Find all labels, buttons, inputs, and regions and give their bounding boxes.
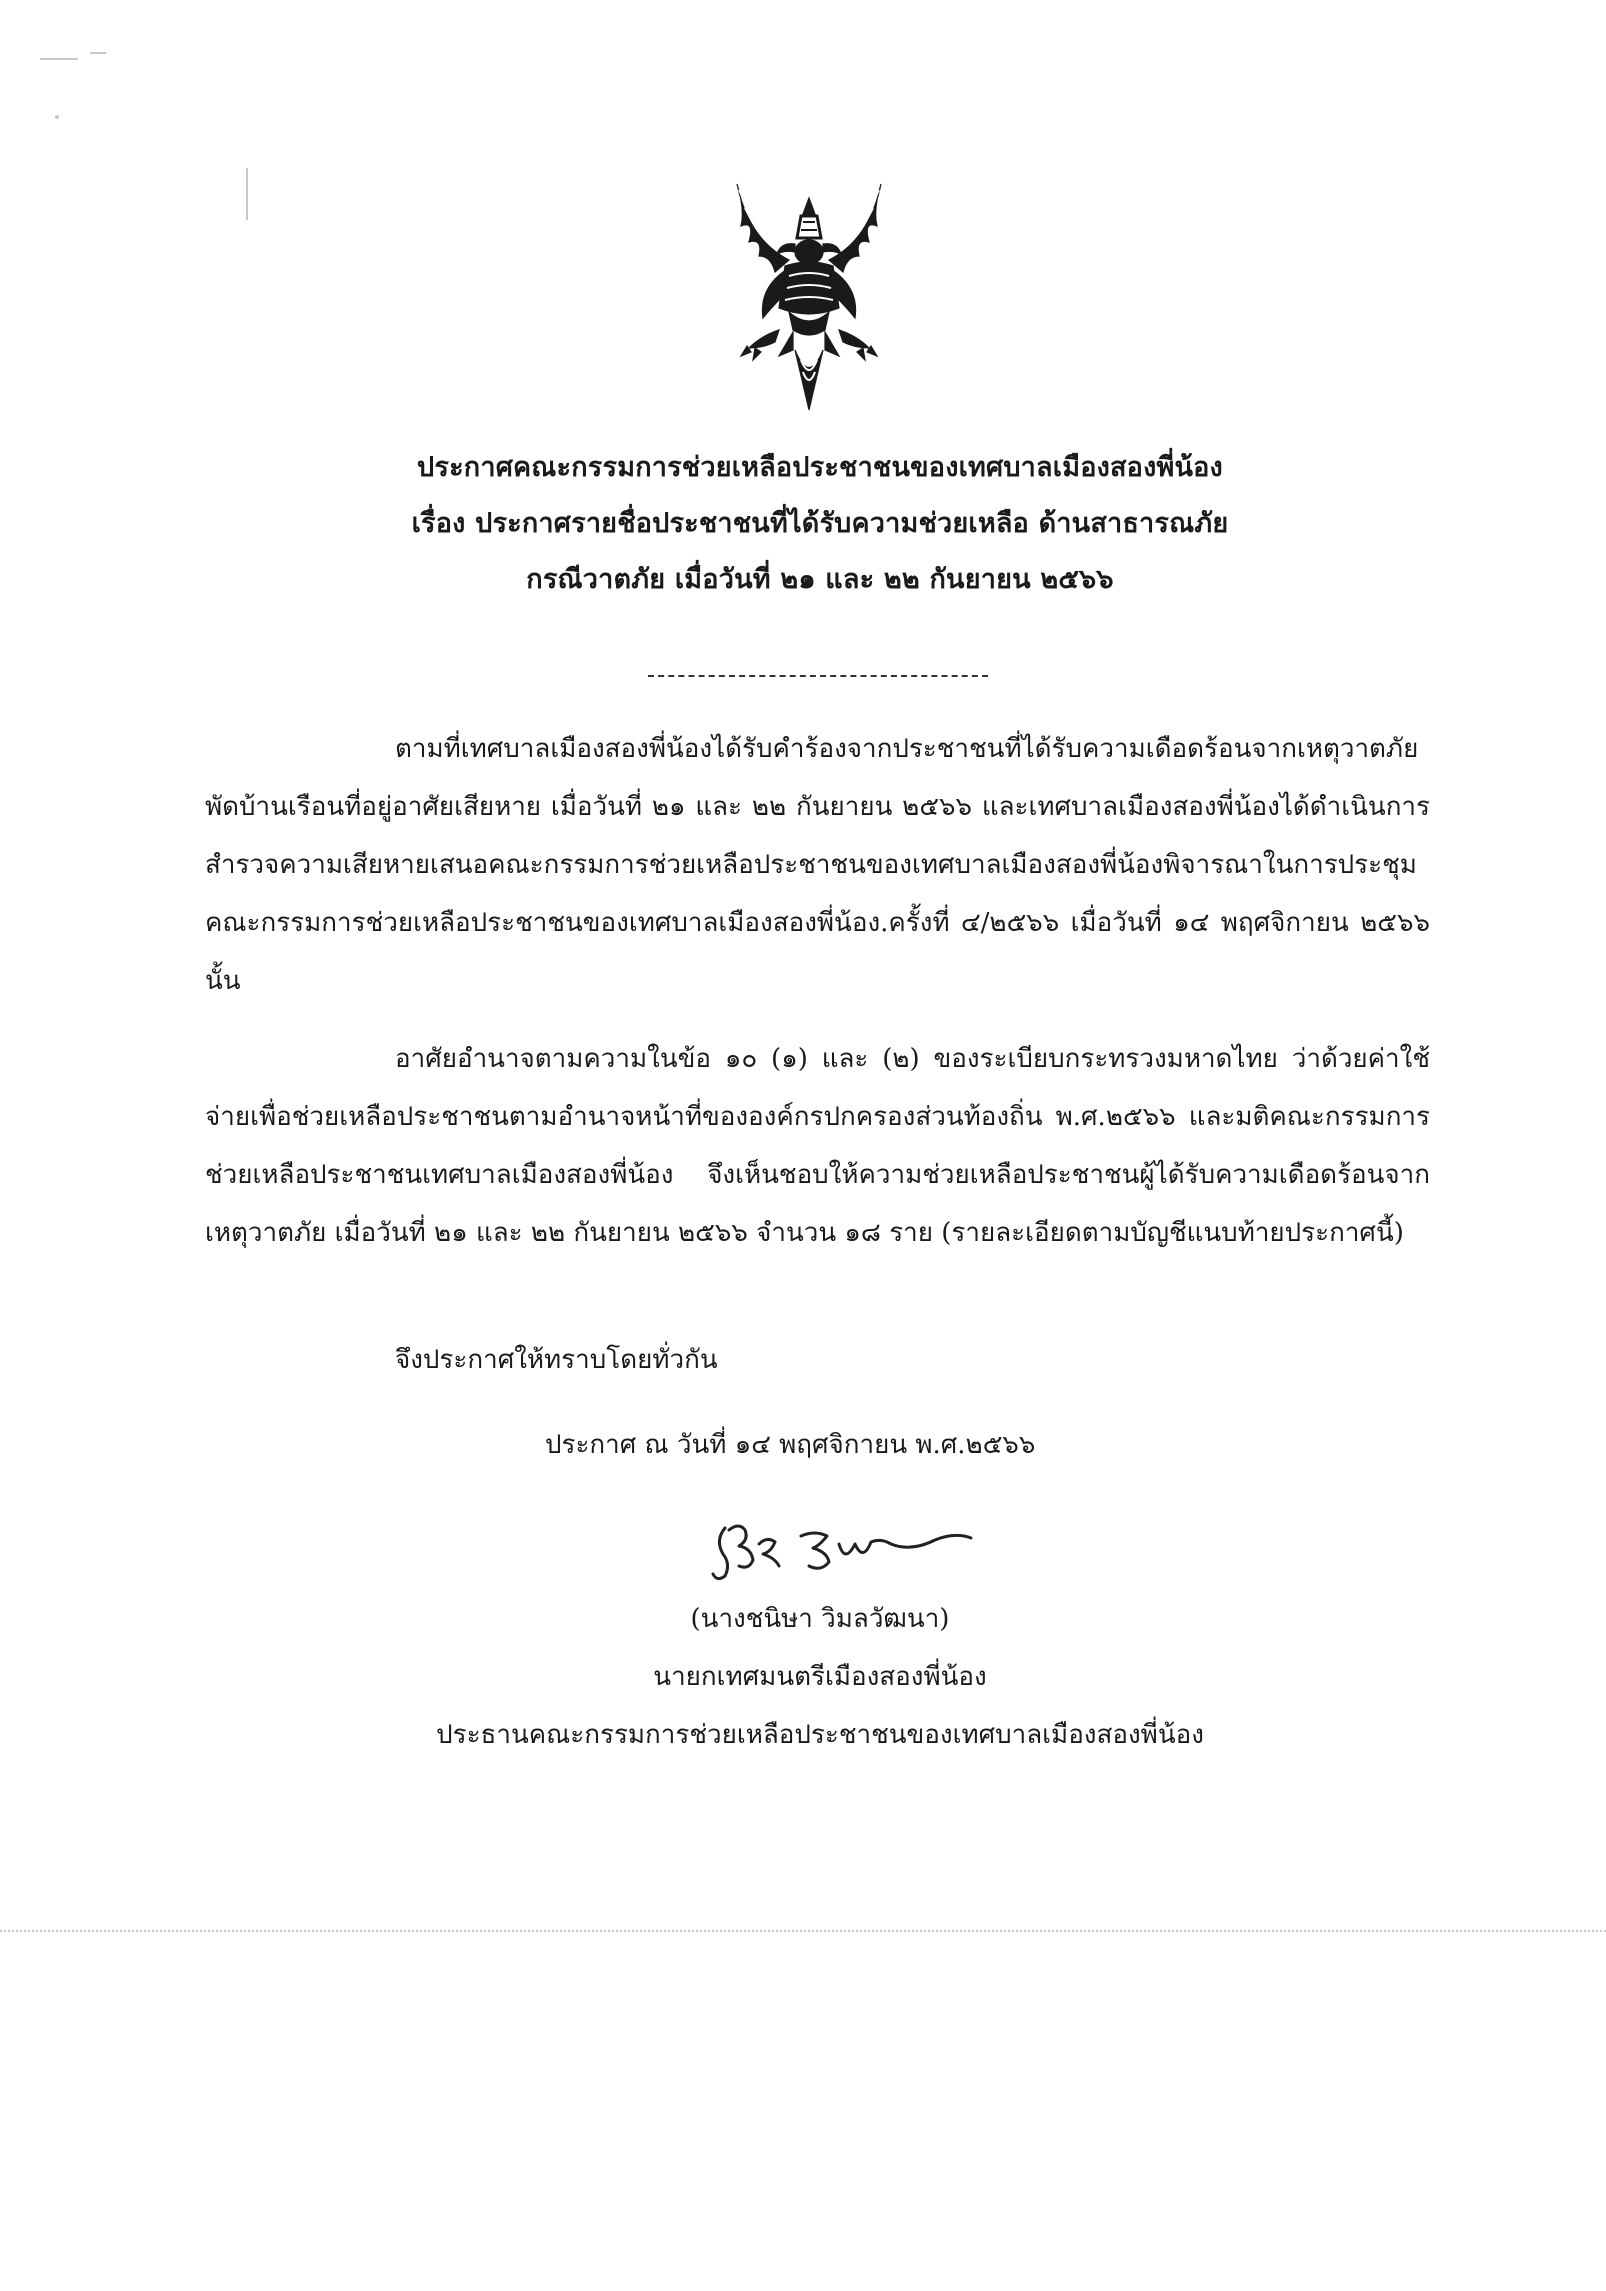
signatory-block	[380, 1590, 1260, 1764]
closing-statement: จึงประกาศให้ทราบโดยทั่วกัน	[395, 1345, 718, 1375]
scan-artifact	[246, 168, 248, 220]
heading-line-1: ประกาศคณะกรรมการช่วยเหลือประชาชนของเทศบาลเมืองสองพี่น้อง	[417, 452, 1223, 483]
handwritten-signature	[705, 1500, 985, 1590]
announcement-date: ประกาศ ณ วันที่ ๑๔ พฤศจิกายน พ.ศ.๒๕๖๖	[545, 1430, 1036, 1460]
signatory-title: นายกเทศมนตรีเมืองสองพี่น้อง	[653, 1662, 987, 1692]
body-paragraph-2: อาศัยอำนาจตามความในข้อ ๑๐ (๑) และ (๒) ของระเบียบกระทรวงมหาดไทย ว่าด้วยค่าใช้จ่ายเพื่อช่วยเหลือประชาชนตามอำนาจหน้าที่ขององค์กรปกครองส่วนท้องถิ่น พ.ศ.๒๕๖๖ และมติคณะกรรมการช่วยเหลือประชาชนเทศบาลเมืองสองพี่น้อง จึงเห็นชอบให้ความช่วยเหลือประชาชนผู้ได้รับความเดือดร้อนจากเหตุวาตภัย เมื่อวันที่ ๒๑ และ ๒๒ กันยายน ๒๕๖๖ จำนวน ๑๘ ราย (รายละเอียดตามบัญชีแนบท้ายประกาศนี้)	[205, 1044, 1430, 1248]
signatory-name: (นางชนิษา วิมลวัฒนา)	[690, 1604, 950, 1634]
heading-line-3: กรณีวาตภัย เมื่อวันที่ ๒๑ และ ๒๒ กันยายน ๒๕๖๖	[526, 564, 1114, 595]
signatory-position: ประธานคณะกรรมการช่วยเหลือประชาชนของเทศบาลเมืองสองพี่น้อง	[436, 1720, 1204, 1750]
heading-separator	[648, 675, 988, 677]
body-paragraph-1: ตามที่เทศบาลเมืองสองพี่น้องได้รับคำร้องจากประชาชนที่ได้รับความเดือดร้อนจากเหตุวาตภัย พัดบ้านเรือนที่อยู่อาศัยเสียหาย เมื่อวันที่ ๒๑ และ ๒๒ กันยายน ๒๕๖๖ และเทศบาลเมืองสองพี่น้องได้ดำเนินการสำรวจความเสียหายเสนอคณะกรรมการช่วยเหลือประชาชนของเทศบาลเมืองสองพี่น้องพิจารณาในการประชุมคณะกรรมการช่วยเหลือประชาชนของเทศบาลเมืองสองพี่น้อง.ครั้งที่ ๔/๒๕๖๖ เมื่อวันที่ ๑๔ พฤศจิกายน ๒๕๖๖ นั้น	[205, 734, 1430, 996]
scan-artifact	[40, 58, 78, 60]
announcement-heading	[300, 440, 1340, 608]
garuda-emblem-icon	[719, 180, 899, 415]
heading-line-2: เรื่อง ประกาศรายชื่อประชาชนที่ได้รับความช่วยเหลือ ด้านสาธารณภัย	[411, 508, 1229, 539]
scan-artifact	[90, 52, 106, 54]
scan-artifact	[55, 115, 59, 119]
scan-edge-line	[0, 1930, 1606, 1932]
